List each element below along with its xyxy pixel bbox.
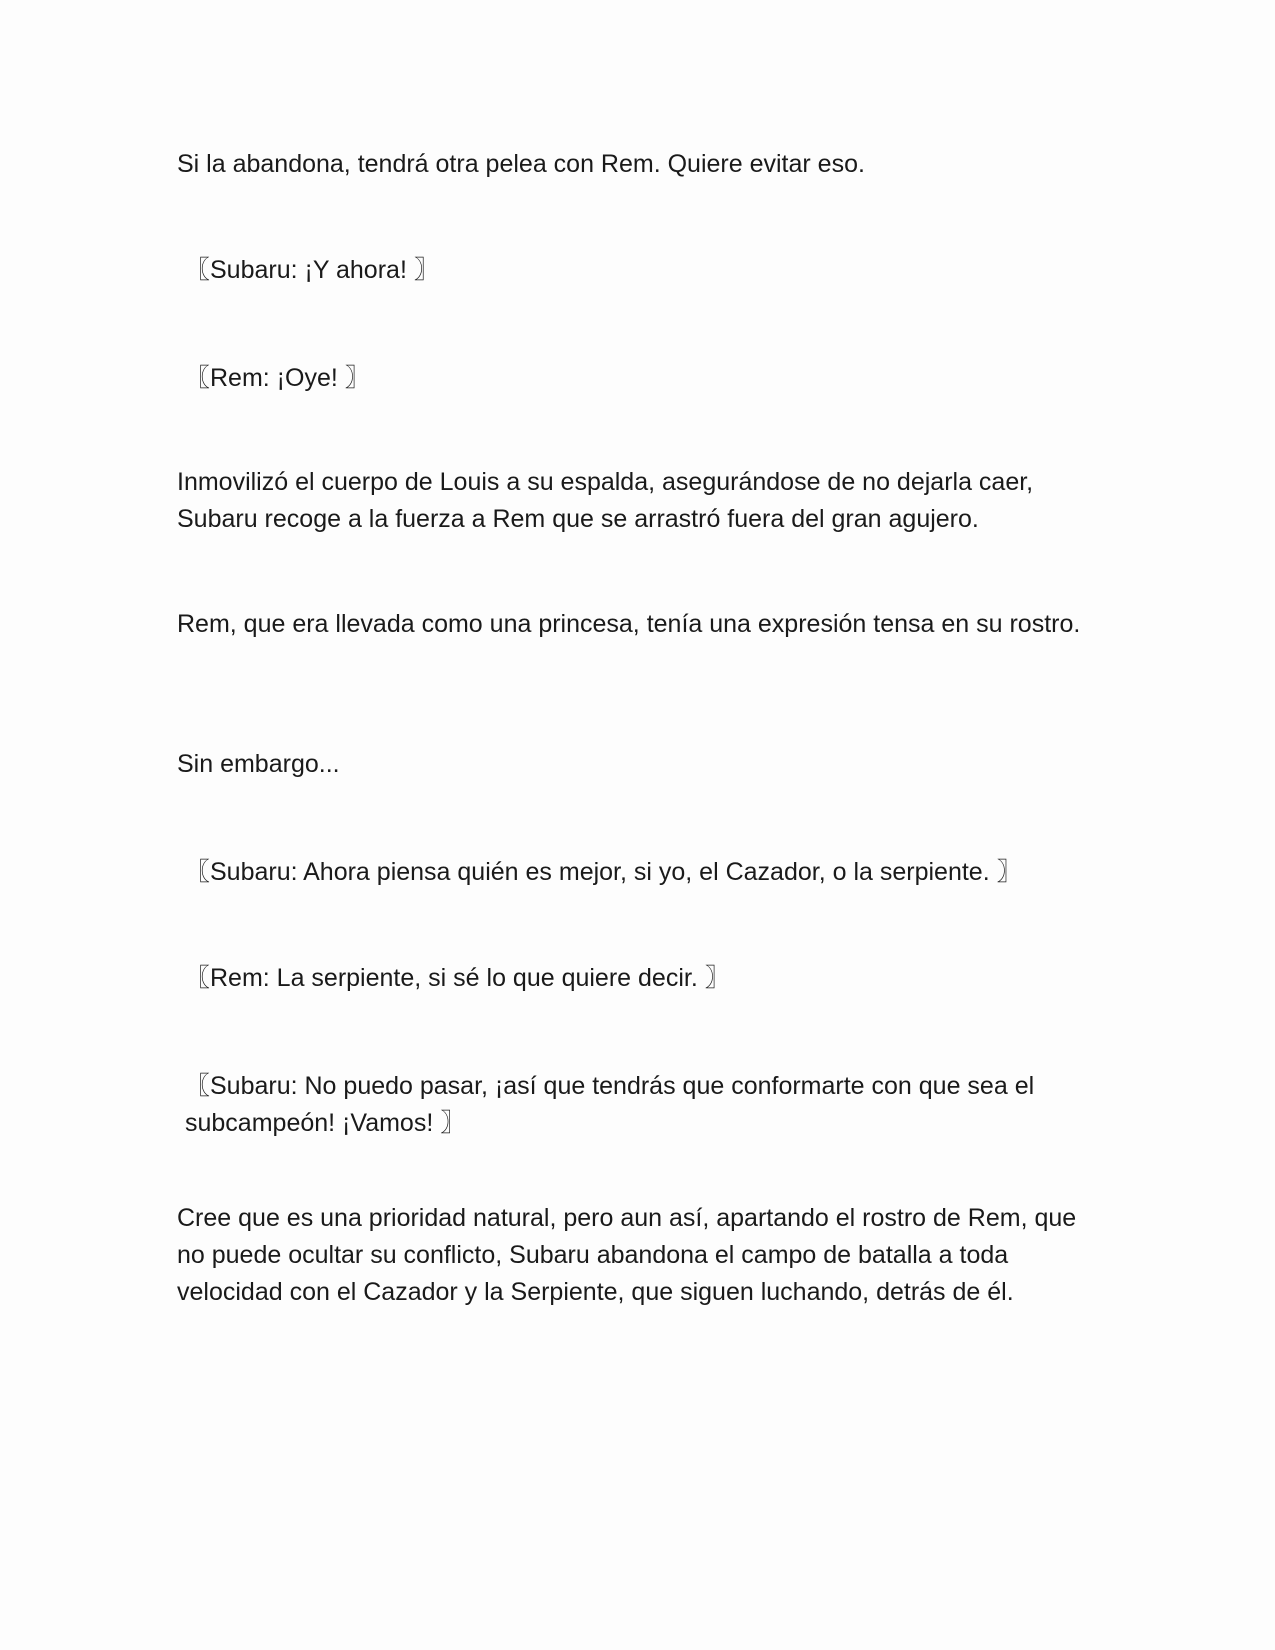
paragraph-dialogue-rem: 〖Rem: La serpiente, si sé lo que quiere decir. 〗 bbox=[185, 964, 730, 992]
paragraph-dialogue-subaru: 〖Subaru: No puedo pasar, ¡así que tendrás que conformarte con que sea el subcampeón! ¡Vamos! 〗 bbox=[185, 1072, 1035, 1137]
paragraph-dialogue-rem: 〖Rem: ¡Oye! 〗 bbox=[185, 364, 370, 392]
paragraph-dialogue-subaru: 〖Subaru: Ahora piensa quién es mejor, si yo, el Cazador, o la serpiente. 〗 bbox=[185, 858, 1022, 886]
paragraph-dialogue-subaru: 〖Subaru: ¡Y ahora! 〗 bbox=[185, 256, 439, 284]
paragraph-narration: Cree que es una prioridad natural, pero aun así, apartando el rostro de Rem, que no puede ocultar su conflicto, Subaru abandona el campo de batalla a toda velocidad con el Cazador y la Serpiente, que siguen luchando, detrás de él. bbox=[177, 1204, 1077, 1306]
paragraph-narration: Si la abandona, tendrá otra pelea con Rem. Quiere evitar eso. bbox=[177, 150, 865, 178]
paragraph-narration: Inmovilizó el cuerpo de Louis a su espalda, asegurándose de no dejarla caer, Subaru recoge a la fuerza a Rem que se arrastró fuera del gran agujero. bbox=[177, 468, 1034, 533]
paragraph-narration: Rem, que era llevada como una princesa, tenía una expresión tensa en su rostro. bbox=[177, 610, 1081, 638]
paragraph-narration: Sin embargo... bbox=[177, 750, 340, 778]
